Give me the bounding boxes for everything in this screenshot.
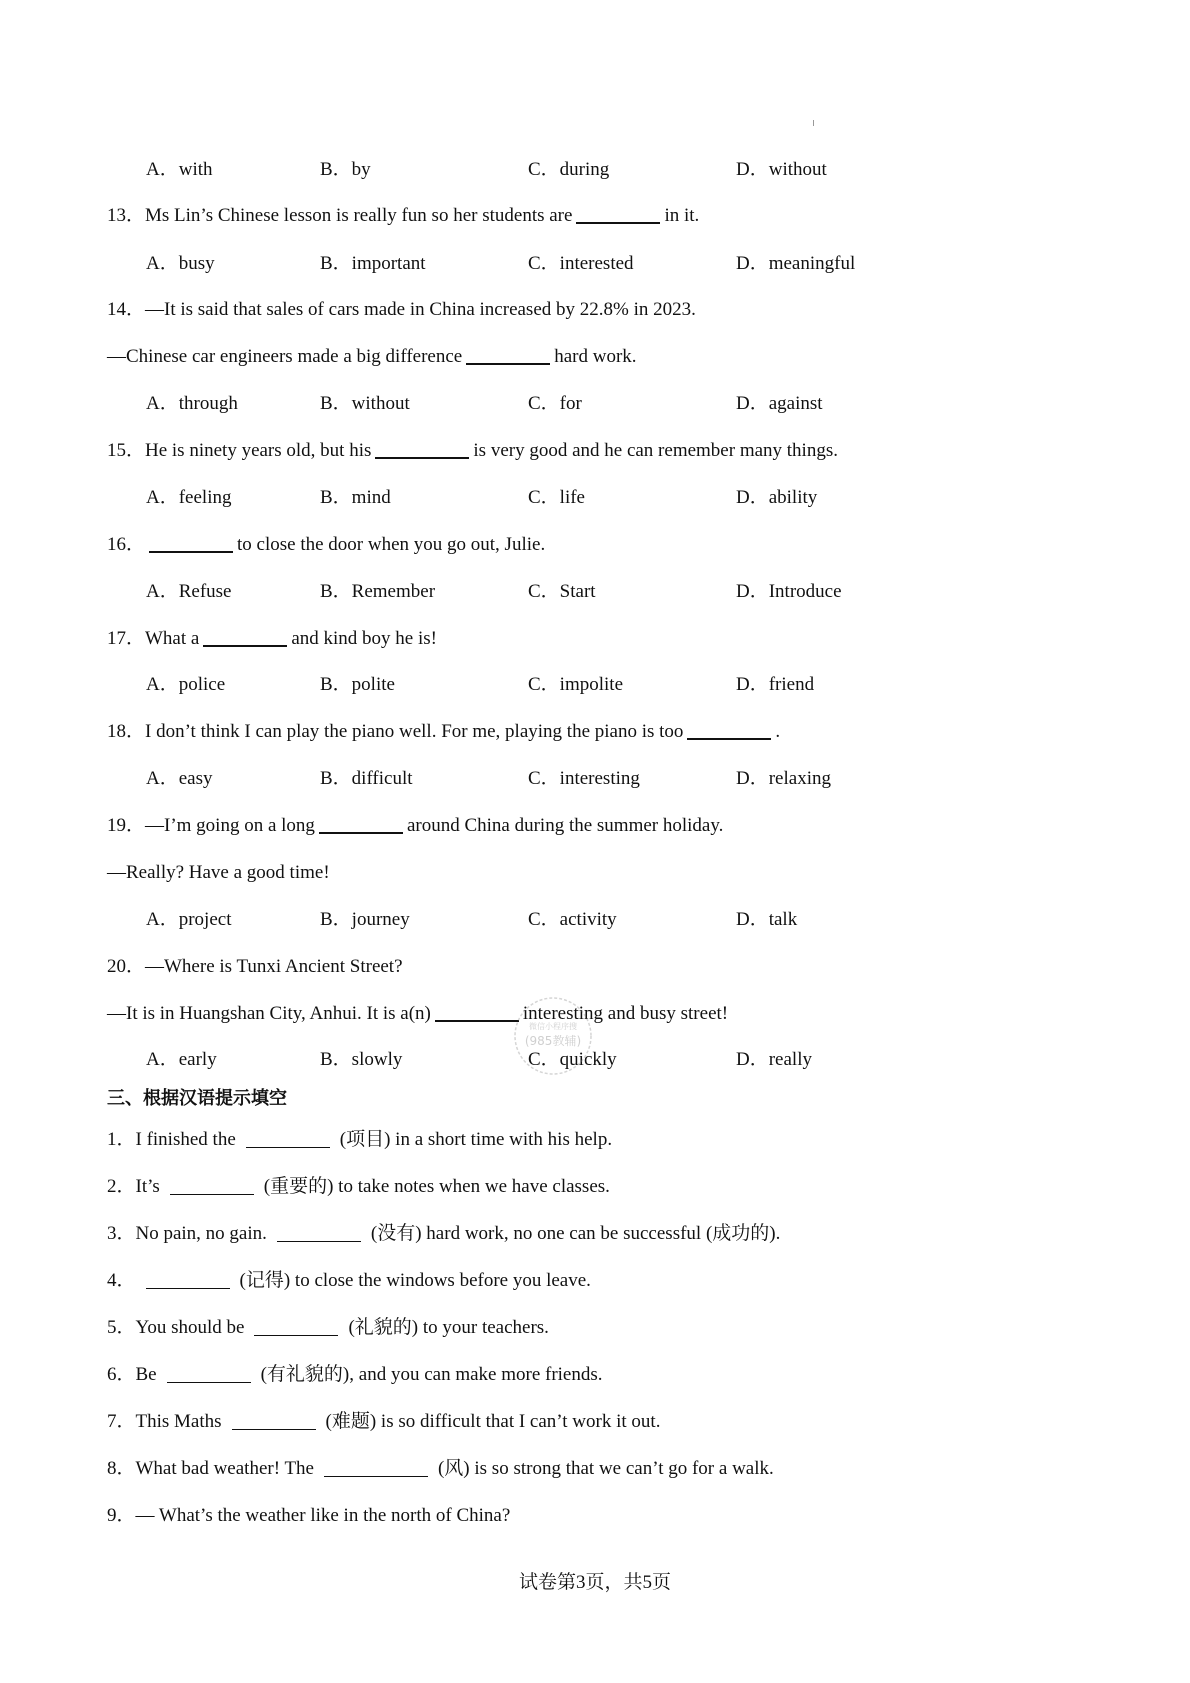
- q17-option-b: B．polite: [320, 674, 395, 695]
- q19-option-b: B．journey: [320, 909, 410, 930]
- fill-item-1: [107, 1128, 612, 1152]
- fill-item-9: [107, 1504, 510, 1528]
- fill-1-blank: [246, 1129, 330, 1148]
- fill-1-hint: (项目) in a short time with his help.: [339, 1129, 613, 1150]
- fill-8-stem: 8．What bad weather! The: [107, 1458, 314, 1479]
- q17-option-c: C．impolite: [528, 674, 624, 695]
- fill-item-4: [107, 1269, 591, 1293]
- q12-option-a: A．with: [146, 159, 213, 180]
- question-17: [107, 627, 437, 651]
- q15-option-c: C．life: [528, 487, 585, 508]
- section-3-title: 三、根据汉语提示填空: [107, 1088, 287, 1109]
- q13-option-b: B．important: [320, 253, 426, 274]
- q19-blank: [319, 814, 403, 834]
- q16-option-b: B．Remember: [320, 581, 436, 602]
- fill-item-6: [107, 1363, 603, 1387]
- fill-4-stem: 4．: [107, 1270, 136, 1291]
- q14-stem: —Chinese car engineers made a big difference: [107, 346, 463, 367]
- q20-stem: —It is in Huangshan City, Anhui. It is a(n): [107, 1003, 431, 1024]
- fill-item-2: [107, 1175, 610, 1199]
- q20-option-b: B．slowly: [320, 1049, 403, 1070]
- q15-blank: [375, 439, 469, 459]
- q16-blank: [149, 533, 233, 553]
- fill-8-hint: (风) is so strong that we can’t go for a walk.: [437, 1458, 774, 1479]
- q20-option-c: C．quickly: [528, 1049, 617, 1070]
- fill-2-hint: (重要的) to take notes when we have classes.: [263, 1176, 610, 1197]
- q13-blank: [576, 204, 660, 224]
- q19-option-c: C．activity: [528, 909, 617, 930]
- fill-item-7: [107, 1410, 660, 1434]
- fill-9-stem: 9．— What’s the weather like in the north of China?: [107, 1505, 511, 1526]
- q14-blank: [466, 345, 550, 365]
- fill-7-stem: 7．This Maths: [107, 1411, 222, 1432]
- q12-option-b: B．by: [320, 159, 371, 180]
- fill-5-hint: (礼貌的) to your teachers.: [348, 1317, 549, 1338]
- fill-3-blank: [277, 1223, 361, 1242]
- fill-4-blank: [146, 1270, 230, 1289]
- question-19-line-1: [107, 814, 723, 838]
- page-mark: [813, 120, 814, 126]
- fill-item-3: [107, 1222, 780, 1246]
- q16-option-d: D．Introduce: [736, 581, 842, 602]
- q20-option-d: D．really: [736, 1049, 812, 1070]
- fill-1-stem: 1．I finished the: [107, 1129, 236, 1150]
- q15-option-d: D．ability: [736, 487, 818, 508]
- fill-6-stem: 6．Be: [107, 1364, 157, 1385]
- q14-stem-end: hard work.: [554, 346, 637, 367]
- q17-blank: [203, 627, 287, 647]
- fill-4-hint: (记得) to close the windows before you leave.: [239, 1270, 591, 1291]
- q19-stem: 19．—I’m going on a long: [107, 815, 315, 836]
- q13-stem-end: in it.: [664, 205, 700, 226]
- q18-option-d: D．relaxing: [736, 768, 831, 789]
- fill-item-8: [107, 1457, 774, 1481]
- q18-option-b: B．difficult: [320, 768, 413, 789]
- question-20-line-2: [107, 1002, 728, 1026]
- fill-2-blank: [170, 1176, 254, 1195]
- q13-option-a: A．busy: [146, 253, 215, 274]
- page-footer: 试卷第3页，共5页: [518, 1572, 671, 1593]
- q19-option-d: D．talk: [736, 909, 798, 930]
- fill-5-blank: [254, 1317, 338, 1336]
- q16-number: 16．: [107, 534, 146, 555]
- q13-stem: 13．Ms Lin’s Chinese lesson is really fun so her students are: [107, 205, 573, 226]
- q12-option-c: C．during: [528, 159, 610, 180]
- q19-option-a: A．project: [146, 909, 232, 930]
- question-14-line-2: [107, 345, 637, 369]
- q16-stem-end: to close the door when you go out, Julie.: [237, 534, 546, 555]
- q18-option-c: C．interesting: [528, 768, 640, 789]
- question-14-line-1: 14．—It is said that sales of cars made in China increased by 22.8% in 2023.: [107, 299, 696, 320]
- q18-stem: 18．I don’t think I can play the piano well. For me, playing the piano is too: [107, 721, 684, 742]
- q18-stem-end: .: [775, 721, 781, 742]
- question-16: [107, 533, 545, 557]
- question-19-line-2: —Really? Have a good time!: [107, 862, 330, 883]
- question-13: [107, 204, 699, 228]
- question-18: [107, 720, 780, 744]
- fill-6-hint: (有礼貌的), and you can make more friends.: [260, 1364, 603, 1385]
- q15-stem-end: is very good and he can remember many things.: [473, 440, 838, 461]
- question-20-line-1: 20．—Where is Tunxi Ancient Street?: [107, 956, 403, 977]
- watermark-stamp: [512, 995, 594, 1077]
- fill-6-blank: [167, 1364, 251, 1383]
- q20-blank: [435, 1002, 519, 1022]
- q16-option-c: C．Start: [528, 581, 596, 602]
- q12-option-d: D．without: [736, 159, 827, 180]
- q15-option-a: A．feeling: [146, 487, 232, 508]
- fill-item-5: [107, 1316, 549, 1340]
- fill-7-blank: [232, 1411, 316, 1430]
- svg-text:微信小程序搜: 微信小程序搜: [529, 1022, 577, 1031]
- fill-3-hint: (没有) hard work, no one can be successful (成功的).: [370, 1223, 781, 1244]
- q17-option-d: D．friend: [736, 674, 815, 695]
- q17-stem: 17．What a: [107, 628, 200, 649]
- q14-option-a: A．through: [146, 393, 238, 414]
- question-15: [107, 439, 838, 463]
- svg-text:(985教辅): (985教辅): [524, 1034, 582, 1048]
- q14-option-d: D．against: [736, 393, 823, 414]
- fill-5-stem: 5．You should be: [107, 1317, 245, 1338]
- q17-option-a: A．police: [146, 674, 226, 695]
- q13-option-d: D．meaningful: [736, 253, 856, 274]
- q14-option-b: B．without: [320, 393, 410, 414]
- q14-option-c: C．for: [528, 393, 582, 414]
- fill-7-hint: (难题) is so difficult that I can’t work it out.: [325, 1411, 661, 1432]
- q20-stem-end: interesting and busy street!: [522, 1003, 729, 1024]
- q15-stem: 15．He is ninety years old, but his: [107, 440, 372, 461]
- q15-option-b: B．mind: [320, 487, 391, 508]
- q17-stem-end: and kind boy he is!: [291, 628, 437, 649]
- q19-stem-end: around China during the summer holiday.: [406, 815, 724, 836]
- q18-option-a: A．easy: [146, 768, 213, 789]
- q20-option-a: A．early: [146, 1049, 217, 1070]
- fill-8-blank: [324, 1458, 428, 1477]
- q18-blank: [687, 720, 771, 740]
- fill-2-stem: 2．It’s: [107, 1176, 160, 1197]
- fill-3-stem: 3．No pain, no gain.: [107, 1223, 267, 1244]
- q16-option-a: A．Refuse: [146, 581, 232, 602]
- q13-option-c: C．interested: [528, 253, 634, 274]
